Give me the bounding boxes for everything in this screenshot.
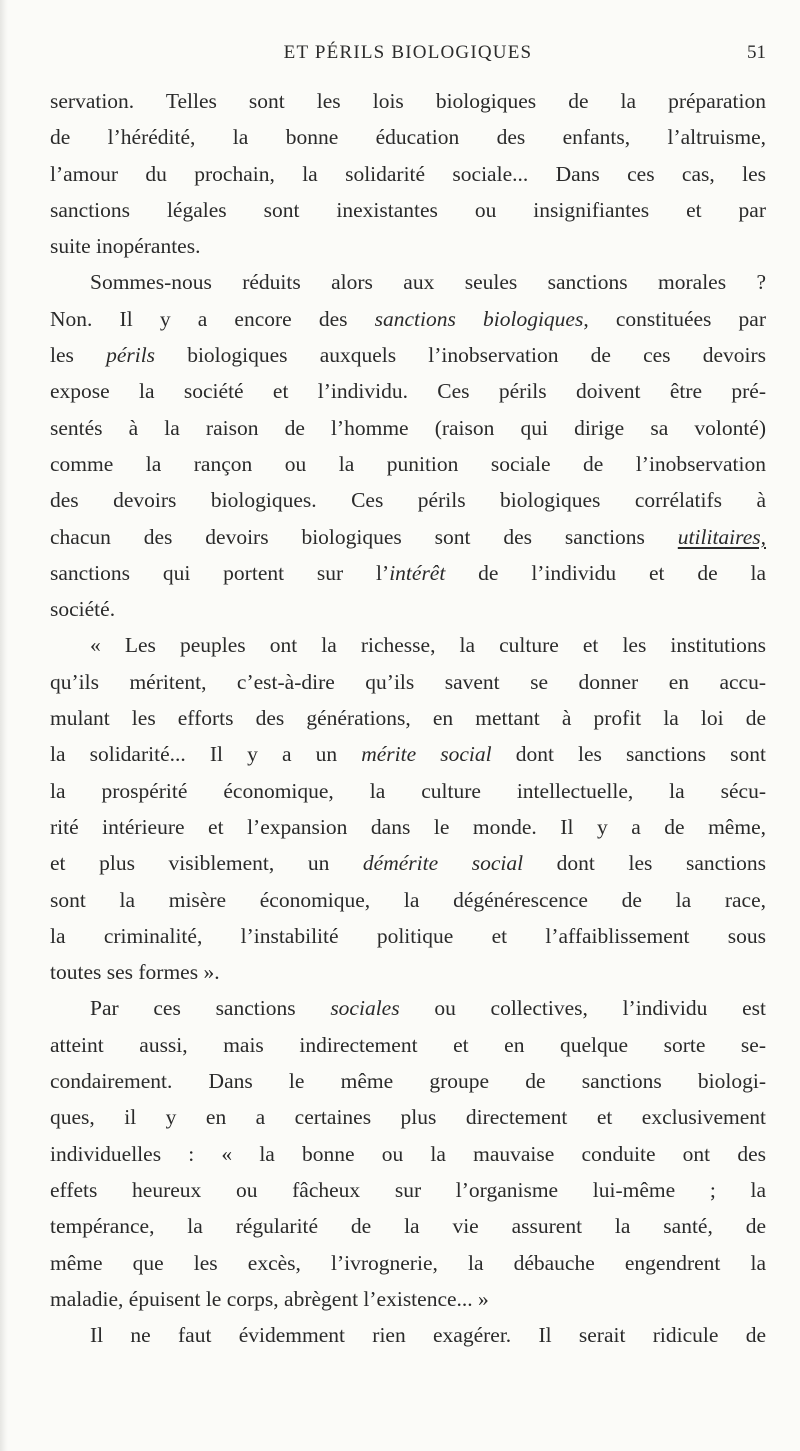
text-line: condairement. Dans le même groupe de sanctions biologi- — [50, 1069, 766, 1094]
text-line: qu’ils méritent, c’est-à-dire qu’ils savent se donner en accu- — [50, 669, 766, 694]
text-line: l’amour du prochain, la solidarité sociale... Dans ces cas, les — [50, 161, 766, 186]
text-line: de l’hérédité, la bonne éducation des enfants, l’altruisme, — [50, 125, 766, 150]
text-line: la solidarité... Il y a un mérite social dont les sanctions sont — [50, 742, 766, 767]
text-line: suite inopérantes. — [50, 234, 201, 259]
text-line: des devoirs biologiques. Ces périls biologiques corrélatifs à — [50, 488, 766, 513]
text-line: toutes ses formes ». — [50, 960, 220, 985]
text-line: sont la misère économique, la dégénérescence de la race, — [50, 887, 766, 912]
paragraph-start-line: Sommes-nous réduits alors aux seules sanctions morales ? — [90, 270, 766, 295]
italic-term: périls — [106, 343, 156, 368]
text-line: effets heureux ou fâcheux sur l’organisme lui-même ; la — [50, 1177, 766, 1202]
text-line: expose la société et l’individu. Ces périls doivent être pré- — [50, 379, 766, 404]
italic-term: mérite social — [361, 742, 492, 767]
italic-term: sociales — [330, 996, 400, 1021]
text-line: et plus visiblement, un démérite social dont les sanctions — [50, 851, 766, 876]
body-text — [50, 83, 766, 1353]
text-line: rité intérieure et l’expansion dans le monde. Il y a de même, — [50, 814, 766, 839]
paragraph-start-line: Il ne faut évidemment rien exagérer. Il serait ridicule de — [90, 1323, 766, 1348]
text-line: les périls biologiques auxquels l’inobservation de ces devoirs — [50, 343, 766, 368]
text-line: mulant les efforts des générations, en mettant à profit la loi de — [50, 706, 766, 731]
running-title: ET PÉRILS BIOLOGIQUES — [283, 42, 533, 63]
paragraph-start-line: « Les peuples ont la richesse, la culture et les institutions — [90, 633, 766, 658]
page-header — [50, 42, 766, 72]
text-line: ques, il y en a certaines plus directement et exclusivement — [50, 1105, 766, 1130]
text-line: Non. Il y a encore des sanctions biologiques, constituées par — [50, 306, 766, 331]
text-line: comme la rançon ou la punition sociale de l’inobservation — [50, 451, 766, 476]
text-line: servation. Telles sont les lois biologiques de la préparation — [50, 89, 766, 113]
text-line: sentés à la raison de l’homme (raison qui dirige sa volonté) — [50, 415, 766, 440]
italic-term: démérite social — [362, 851, 524, 876]
paragraph-start-line: Par ces sanctions sociales ou collectives, l’individu est — [90, 996, 766, 1021]
page-number: 51 — [747, 42, 766, 63]
text-line: société. — [50, 597, 116, 622]
page-edge-shadow — [0, 0, 8, 1451]
italic-term: intérêt — [389, 560, 446, 585]
text-line: tempérance, la régularité de la vie assurent la santé, de — [50, 1214, 766, 1239]
text-line: atteint aussi, mais indirectement et en quelque sorte se- — [50, 1032, 766, 1057]
text-line: sanctions qui portent sur l’intérêt de l’individu et de la — [50, 560, 766, 585]
underlined-italic-term: utilitaires, — [677, 524, 766, 549]
text-line: même que les excès, l’ivrognerie, la débauche engendrent la — [50, 1250, 766, 1275]
text-line: chacun des devoirs biologiques sont des sanctions utilitaires, — [50, 524, 766, 549]
italic-term: sanctions biologiques — [374, 306, 584, 331]
text-line: sanctions légales sont inexistantes ou insignifiantes et par — [50, 197, 766, 222]
text-line: individuelles : « la bonne ou la mauvaise conduite ont des — [50, 1141, 766, 1166]
text-line: maladie, épuisent le corps, abrègent l’existence... » — [50, 1286, 489, 1311]
text-line: la criminalité, l’instabilité politique et l’affaiblissement sous — [50, 923, 766, 948]
text-line: la prospérité économique, la culture intellectuelle, la sécu- — [50, 778, 766, 803]
